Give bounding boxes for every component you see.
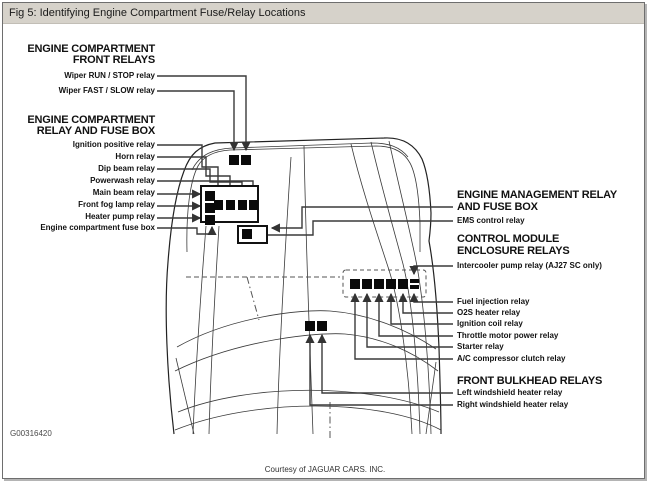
fuel-injection-relay-bar: [410, 285, 419, 289]
powerwash-relay-square: [249, 200, 258, 210]
relay-fuse-box-heading-line1: ENGINE COMPARTMENT: [27, 114, 155, 126]
engine-management-fuse-box: [238, 226, 267, 243]
main-beam-relay-square: [205, 191, 215, 201]
ac-compressor-relay-square: [350, 279, 360, 289]
ignition-positive-relay-square: [214, 200, 223, 210]
horn-relay-square: [226, 200, 235, 210]
wiper-run-stop-relay-square: [241, 155, 251, 165]
leader-em-fuse-box: [272, 207, 453, 228]
throttle-motor-relay-square: [374, 279, 384, 289]
label-starter-relay: Starter relay: [457, 342, 504, 351]
ignition-coil-relay-square: [386, 279, 396, 289]
wiper-fast-slow-relay-square: [229, 155, 239, 165]
heater-pump-relay-square: [205, 215, 215, 225]
engine-management-heading-line2: AND FUSE BOX: [457, 201, 538, 213]
control-module-heading-line1: CONTROL MODULE: [457, 233, 560, 245]
intercooler-relay-bar: [410, 279, 419, 283]
leader-wiper-fast-slow: [157, 91, 234, 150]
label-left-windshield-heater-relay: Left windshield heater relay: [457, 388, 563, 397]
left-windshield-relay-square: [317, 321, 327, 331]
figure-id: G00316420: [10, 429, 52, 438]
o2s-heater-relay-square: [398, 279, 408, 289]
label-engine-compartment-fuse-box: Engine compartment fuse box: [40, 223, 155, 232]
label-ems-control-relay: EMS control relay: [457, 216, 525, 225]
leader-fuel-injection: [414, 294, 453, 302]
leader-throttle-motor: [379, 294, 453, 336]
label-ignition-positive-relay: Ignition positive relay: [72, 140, 155, 149]
label-heater-pump-relay: Heater pump relay: [85, 212, 155, 221]
front-fog-relay-square: [205, 203, 215, 213]
starter-relay-square: [362, 279, 372, 289]
control-module-enclosure-relays: [350, 279, 419, 289]
right-windshield-relay-square: [305, 321, 315, 331]
label-ignition-coil-relay: Ignition coil relay: [457, 319, 523, 328]
label-fuel-injection-relay: Fuel injection relay: [457, 297, 530, 306]
dip-beam-relay-square: [238, 200, 247, 210]
control-module-heading-line2: ENCLOSURE RELAYS: [457, 245, 570, 257]
label-front-fog-lamp-relay: Front fog lamp relay: [78, 200, 155, 209]
front-relays-heading-line2: FRONT RELAYS: [72, 54, 155, 66]
label-throttle-motor-power-relay: Throttle motor power relay: [457, 331, 559, 340]
front-relays-heading-line1: ENGINE COMPARTMENT: [27, 43, 155, 55]
label-wiper-run-stop-relay: Wiper RUN / STOP relay: [64, 71, 155, 80]
label-main-beam-relay: Main beam relay: [92, 188, 155, 197]
courtesy-credit: Courtesy of JAGUAR CARS. INC.: [264, 465, 386, 474]
relay-fuse-box-heading-line2: RELAY AND FUSE BOX: [36, 125, 155, 137]
figure-title: Fig 5: Identifying Engine Compartment Fuse/Relay Locations: [9, 7, 306, 19]
leader-lines-right: [256, 207, 453, 405]
leader-fuse-box: [157, 227, 212, 234]
leader-left-windshield: [322, 335, 453, 393]
front-bulkhead-heading: FRONT BULKHEAD RELAYS: [457, 375, 603, 387]
front-bulkhead-relays: [305, 321, 327, 331]
label-intercooler-pump-relay: Intercooler pump relay (AJ27 SC only): [457, 261, 602, 270]
wiper-relays: [229, 155, 251, 165]
leader-wiper-run-stop: [157, 76, 246, 150]
label-ac-compressor-clutch-relay: A/C compressor clutch relay: [457, 354, 566, 363]
label-o2s-heater-relay: O2S heater relay: [457, 308, 521, 317]
label-horn-relay: Horn relay: [115, 152, 155, 161]
label-wiper-fast-slow-relay: Wiper FAST / SLOW relay: [58, 86, 155, 95]
engine-compartment-fuse-box: [201, 186, 258, 225]
ems-control-relay-square: [242, 229, 252, 239]
engine-management-heading-line1: ENGINE MANAGEMENT RELAY: [457, 189, 618, 201]
label-powerwash-relay: Powerwash relay: [90, 176, 155, 185]
label-dip-beam-relay: Dip beam relay: [98, 164, 155, 173]
label-right-windshield-heater-relay: Right windshield heater relay: [457, 400, 569, 409]
